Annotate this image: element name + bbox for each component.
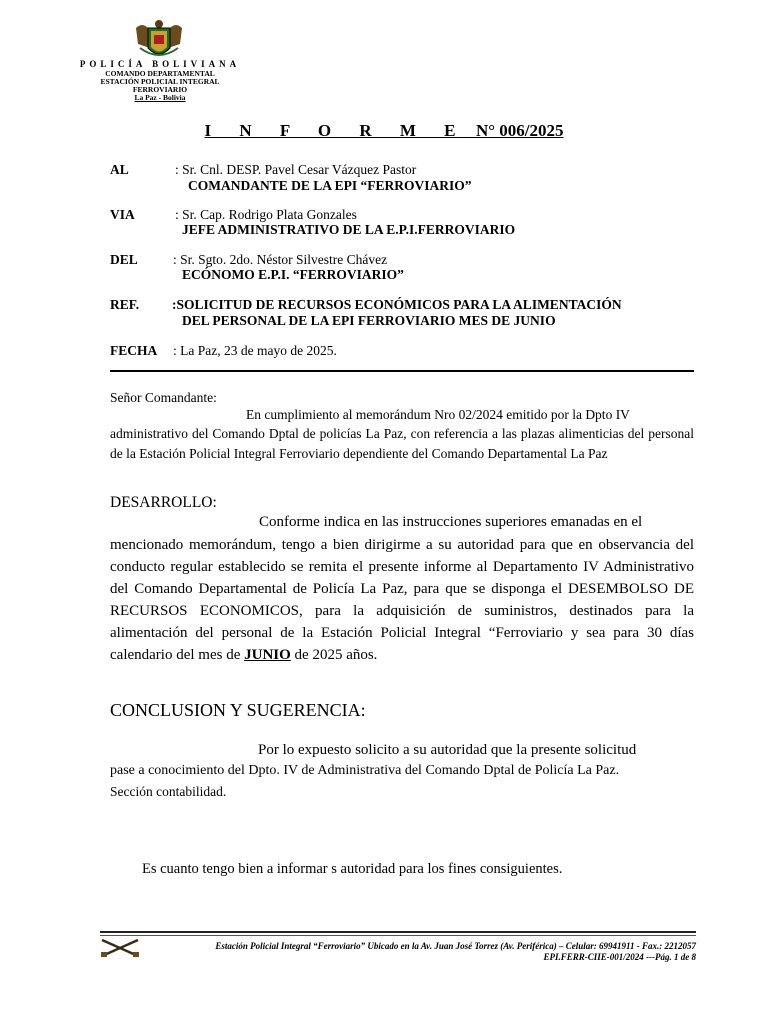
salutation: Señor Comandante:: [110, 390, 217, 405]
al-label: AL: [110, 162, 129, 177]
conclusion-first-line: Por lo expuesto solicito a su autoridad que la presente solicitud: [258, 742, 637, 758]
fecha-value: : La Paz, 23 de mayo de 2025.: [173, 343, 337, 358]
footer-rule: [100, 931, 696, 933]
closing-statement: Es cuanto tengo bien a informar s autoridad para los fines consiguientes.: [142, 861, 563, 877]
del-sender: : Sr. Sgto. 2do. Néstor Silvestre Chávez: [173, 252, 388, 267]
conclusion-second-line: pase a conocimiento del Dpto. IV de Administrativa del Comando Dptal de Policía La Paz.: [110, 763, 620, 778]
desarrollo-first-line: Conforme indica en las instrucciones superiores emanadas en el: [259, 514, 643, 530]
fecha-label: FECHA: [110, 343, 158, 358]
header-line-3: FERROVIARIO: [132, 85, 188, 94]
via-title: JEFE ADMINISTRATIVO DE LA E.P.I.FERROVIARIO: [182, 222, 516, 237]
desarrollo-paragraph: [110, 534, 694, 666]
desarrollo-heading: DESARROLLO:: [110, 494, 217, 511]
conclusion-third-line: Sección contabilidad.: [110, 784, 227, 799]
ref-label: REF.: [110, 297, 140, 312]
al-recipient: : Sr. Cnl. DESP. Pavel Cesar Vázquez Pastor: [175, 162, 417, 177]
del-title: ECÓNOMO E.P.I. “FERROVIARIO”: [182, 267, 404, 282]
ref-line-2: DEL PERSONAL DE LA EPI FERROVIARIO MES DE JUNIO: [182, 313, 556, 328]
month-highlight: JUNIO: [244, 647, 291, 663]
footer-reference: EPI.FERR-CIIE-001/2024 ---Pág. 1 de 8: [543, 952, 696, 962]
al-title: COMANDANTE DE LA EPI “FERROVIARIO”: [188, 178, 472, 193]
footer-address: Estación Policial Integral “Ferroviario” Ubicado en la Av. Juan José Torrez (Av. Periférica) – Celular: 69941911 - Fax.: 2212057: [215, 941, 696, 951]
institution-name: POLICÍA BOLIVIANA: [79, 59, 241, 69]
intro-paragraph: administrativo del Comando Dptal de policías La Paz, con referencia a las plazas alimenticias del personal de la Estación Policial Integral Ferroviario dependiente del Comando Departamental La Paz: [110, 426, 694, 461]
desarrollo-text: mencionado memorándum, tengo a bien dirigirme a su autoridad para que en observancia del conducto regular establecido se remita el presente informe al Departamento IV Administrativo del Comando Departamental de Policía La Paz, para que se disponga el DESEMBOLSO DE RECURSOS ECONOMICOS, para la adquisición de suministros, destinados para la alimentación del personal de la Estación Policial Integral “Ferroviario y sea para 30 días calendario del mes de: [110, 537, 694, 663]
document-title: [0, 121, 768, 141]
police-shield-emblem-icon: [134, 18, 184, 62]
header-line-1: COMANDO DEPARTAMENTAL: [105, 69, 215, 78]
conclusion-heading: CONCLUSION Y SUGERENCIA:: [110, 700, 366, 720]
via-label: VIA: [110, 207, 135, 222]
header-line-2: ESTACIÓN POLICIAL INTEGRAL: [100, 77, 220, 86]
title-number: N° 006/2025: [475, 121, 564, 140]
divider: [110, 370, 694, 372]
ref-line-1: :SOLICITUD DE RECURSOS ECONÓMICOS PARA LA ALIMENTACIÓN: [172, 297, 622, 312]
header-location: La Paz - Bolivia: [134, 93, 186, 102]
desarrollo-end: de 2025 años.: [290, 647, 378, 663]
intro-first-line: En cumplimiento al memorándum Nro 02/2024 emitido por la Dpto IV: [246, 407, 630, 422]
footer-rule-thin: [100, 935, 696, 936]
crossed-rifles-icon: [100, 936, 140, 958]
del-label: DEL: [110, 252, 138, 267]
via-recipient: : Sr. Cap. Rodrigo Plata Gonzales: [175, 207, 357, 222]
title-word: I N F O R M E: [204, 121, 468, 140]
